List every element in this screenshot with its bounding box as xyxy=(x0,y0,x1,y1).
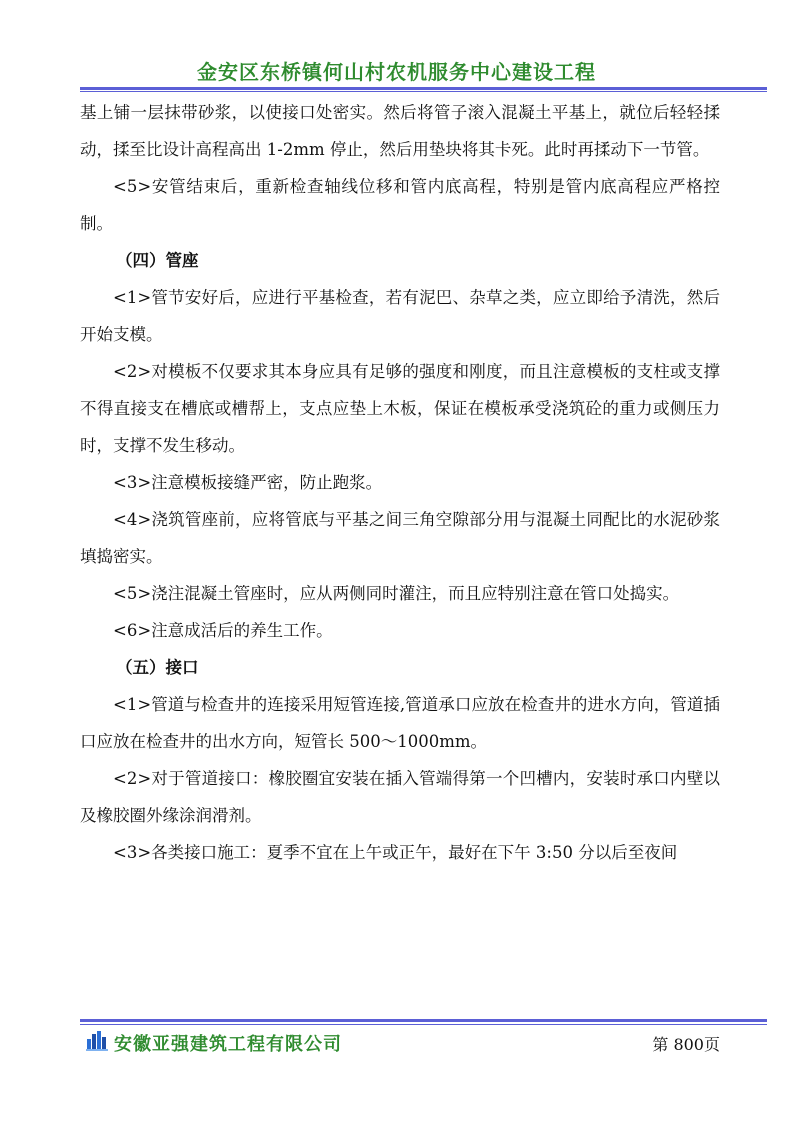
footer-rule-thick xyxy=(80,1019,767,1022)
body-paragraph: 基上铺一层抹带砂浆，以使接口处密实。然后将管子滚入混凝土平基上，就位后轻轻揉动，揉至比设计高程高出 1-2mm 停止，然后用垫块将其卡死。此时再揉动下一节管。 xyxy=(80,103,720,159)
body-paragraph: <2>对模板不仅要求其本身应具有足够的强度和刚度，而且注意模板的支柱或支撑不得直接支在槽底或槽帮上，支点应垫上木板，保证在模板承受浇筑砼的重力或侧压力时，支撑不发生移动。 xyxy=(80,362,720,455)
body-paragraph: <3>注意模板接缝严密，防止跑浆。 xyxy=(113,473,383,492)
footer-rule-thin xyxy=(80,1024,767,1025)
body-paragraph: <1>管道与检查井的连接采用短管连接,管道承口应放在检查井的进水方向，管道插口应放在检查井的出水方向，短管长 500～1000mm。 xyxy=(80,695,720,751)
section-heading: （五）接口 xyxy=(116,658,199,677)
section-heading: （四）管座 xyxy=(116,251,199,270)
document-body xyxy=(80,94,720,871)
building-logo-icon xyxy=(86,1031,108,1051)
body-paragraph: <5>安管结束后，重新检查轴线位移和管内底高程，特别是管内底高程应严格控制。 xyxy=(80,177,720,233)
header-rule-thin xyxy=(80,91,767,92)
body-paragraph: <5>浇注混凝土管座时，应从两侧同时灌注，而且应特别注意在管口处捣实。 xyxy=(113,584,680,603)
body-paragraph: <3>各类接口施工：夏季不宜在上午或正午，最好在下午 3:50 分以后至夜间 xyxy=(113,843,678,862)
body-paragraph: <4>浇筑管座前，应将管底与平基之间三角空隙部分用与混凝土同配比的水泥砂浆填捣密实。 xyxy=(80,510,720,566)
company-name: 安徽亚强建筑工程有限公司 xyxy=(114,1034,342,1055)
document-header-title: 金安区东桥镇何山村农机服务中心建设工程 xyxy=(197,60,596,84)
body-paragraph: <6>注意成活后的养生工作。 xyxy=(113,621,333,640)
header-rule-thick xyxy=(80,87,767,90)
page-number: 第 800页 xyxy=(652,1035,720,1054)
body-paragraph: <2>对于管道接口：橡胶圈宜安装在插入管端得第一个凹槽内，安装时承口内壁以及橡胶圈外缘涂润滑剂。 xyxy=(80,769,720,825)
page-footer xyxy=(80,1028,720,1058)
body-paragraph: <1>管节安好后，应进行平基检查，若有泥巴、杂草之类，应立即给予清洗，然后开始支模。 xyxy=(80,288,720,344)
